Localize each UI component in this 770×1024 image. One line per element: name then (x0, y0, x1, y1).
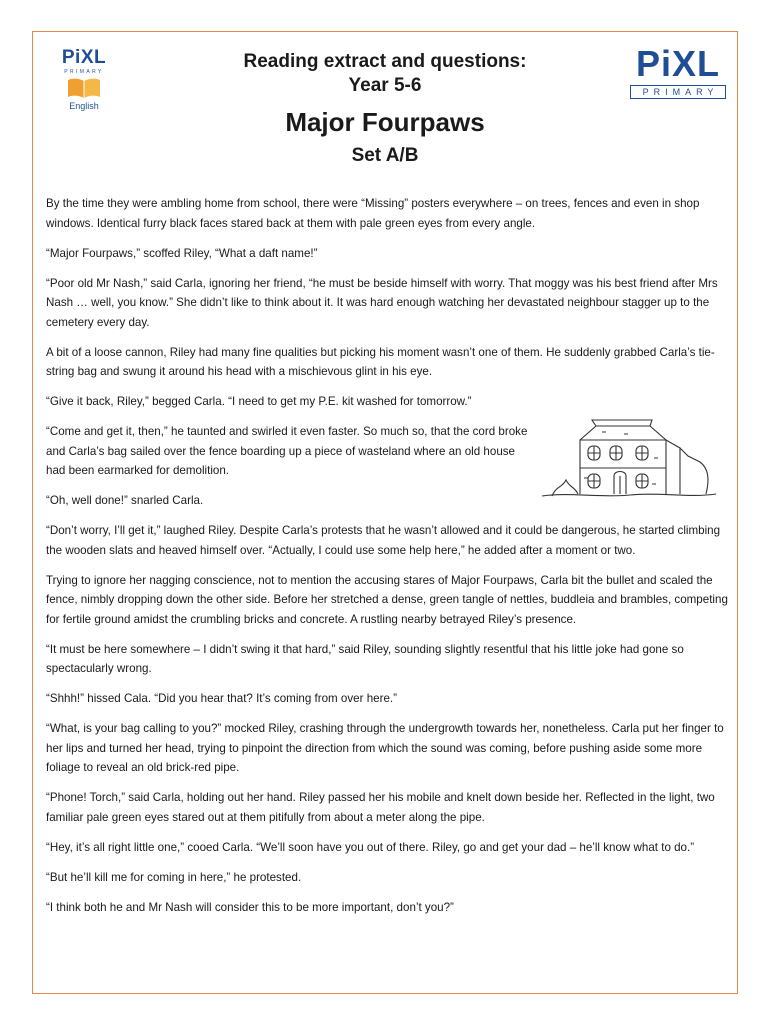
pixl-english-logo (52, 48, 116, 111)
set-label: Set A/B (351, 145, 419, 166)
paragraph: “I think both he and Mr Nash will consider this to be more important, don’t you?” (46, 900, 454, 914)
page-title: Reading extract and questions: (243, 51, 527, 72)
paragraph: “Shhh!” hissed Cala. “Did you hear that? It’s coming from over here.” (46, 692, 397, 705)
logo-left-brand: PiXL (61, 47, 107, 68)
paragraph: “Give it back, Riley,” begged Carla. “I need to get my P.E. kit washed for tomorrow.” (46, 395, 472, 408)
story-title: Major Fourpaws (285, 107, 485, 137)
logo-right-sub: PRIMARY (630, 85, 726, 99)
paragraph: “Come and get it, then,” he taunted and swirled it even faster. So much so, that the cord broke and Carla’s bag sailed over the fence boarding up a piece of wasteland where an old house had been earmarked for demolition. (46, 425, 528, 477)
title-block (160, 50, 610, 168)
paragraph: “Poor old Mr Nash,” said Carla, ignoring her friend, “he must be beside himself with worry. That moggy was his best friend after Mrs Nash … well, you know.” She didn’t like to think about it. It was hard enough watching her devastated neighbour stagger up to the cemetery every day. (46, 276, 718, 329)
paragraph: “Hey, it’s all right little one,” cooed Carla. “We’ll soon have you out of there. Riley, go and get your dad – he’ll know what to do.” (46, 840, 695, 854)
paragraph: “But he’ll kill me for coming in here,” he protested. (46, 870, 302, 884)
paragraph: A bit of a loose cannon, Riley had many fine qualities but picking his moment wasn’t one of them. He suddenly grabbed Carla’s tie-string bag and swung it around his head with a mischievous glint in his eye. (46, 345, 715, 378)
paragraph: “What, is your bag calling to you?” mocked Riley, crashing through the undergrowth towards her, nonetheless. Carla put her finger to her lips and turned her head, trying to pinpoint the direction from which the sound was coming, before pushing aside some more foliage to reveal an old brick-red pipe. (46, 722, 724, 774)
paragraph: By the time they were ambling home from school, there were “Missing” posters everywhere – on trees, fences and even in shop windows. Identical furry black faces stared back at them with pale green eyes from every angle. (46, 197, 700, 230)
reading-extract (46, 194, 736, 928)
paragraph: “Major Fourpaws,” scoffed Riley, “What a daft name!” (46, 246, 318, 260)
open-book-icon (67, 77, 101, 99)
paragraph: “Phone! Torch,” said Carla, holding out her hand. Riley passed her his mobile and knelt down beside her. Reflected in the light, two familiar pale green eyes stared out at them pitifully from about a meter along the pipe. (46, 791, 715, 824)
paragraph: “Don’t worry, I’ll get it,” laughed Riley. Despite Carla’s protests that he wasn’t allowed and it could be dangerous, he started climbing the wooden slats and heaved himself over. “Actually, I could use some help here,” he added after a moment or two. (46, 524, 721, 557)
logo-left-sub: PRIMARY (64, 69, 104, 75)
year-group: Year 5-6 (348, 75, 422, 96)
paragraph: Trying to ignore her nagging conscience, not to mention the accusing stares of Major Fourpaws, Carla bit the bullet and scaled the fence, nimbly dropping down the other side. Before her stretched a dense, green tangle of nettles, buddleia and brambles, competing for fertile ground amidst the crumbling bricks and concrete. A rustling nearby betrayed Riley’s presence. (46, 573, 728, 626)
logo-right-brand: PiXL (635, 43, 720, 84)
derelict-house-illustration (540, 418, 718, 502)
pixl-primary-logo (630, 45, 726, 99)
paragraph: “Oh, well done!” snarled Carla. (46, 494, 204, 507)
paragraph: “It must be here somewhere – I didn’t swing it that hard,” said Riley, sounding slightly resentful that his little joke had gone so spectacularly wrong. (46, 642, 684, 675)
logo-left-subject: English (69, 101, 99, 111)
